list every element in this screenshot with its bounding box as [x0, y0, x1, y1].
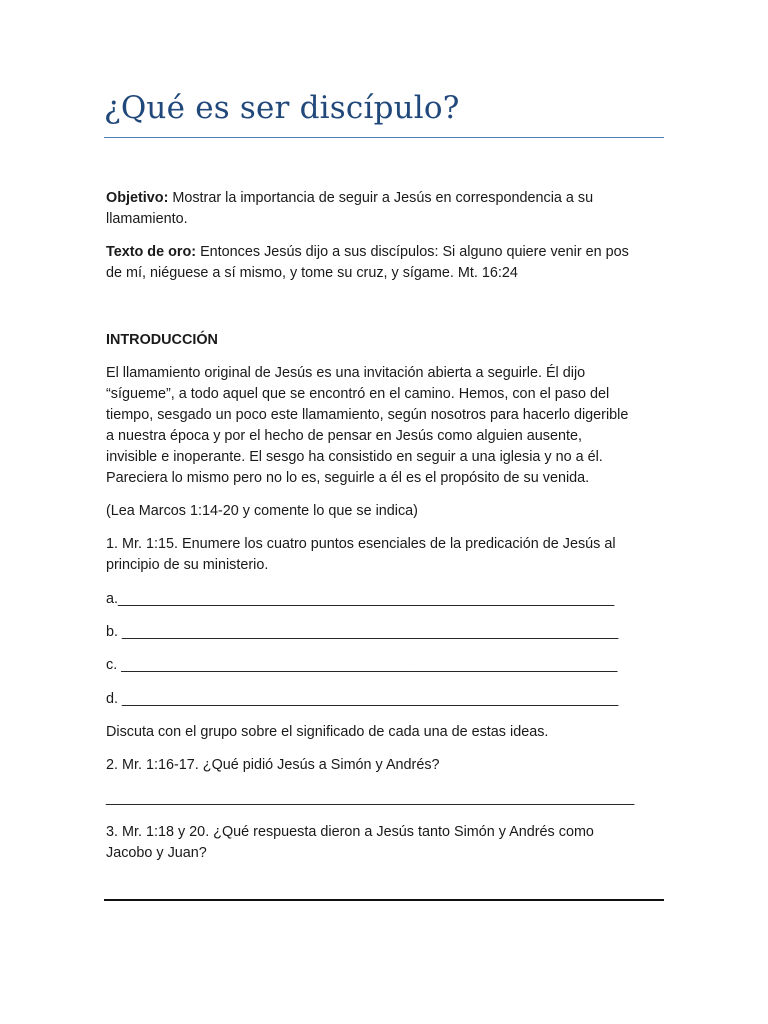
page-bottom-rule: [104, 899, 664, 901]
discussion-prompt: Discuta con el grupo sobre el significado de cada una de estas ideas.: [106, 724, 549, 740]
question-2: 2. Mr. 1:16-17. ¿Qué pidió Jesús a Simón y Andrés?: [106, 757, 440, 773]
question-3-line-2: Jacobo y Juan?: [106, 845, 207, 861]
title-underline: [104, 137, 664, 138]
intro-line: invisible e inoperante. El sesgo ha consistido en seguir a una iglesia y no a él.: [106, 449, 603, 465]
section-heading: INTRODUCCIÓN: [106, 332, 218, 348]
golden-text-text: Entonces Jesús dijo a sus discípulos: Si alguno quiere venir en pos: [196, 244, 629, 260]
objective-line-1: [106, 188, 666, 209]
question-1-line-1: 1. Mr. 1:15. Enumere los cuatro puntos esenciales de la predicación de Jesús al: [106, 536, 616, 552]
question-3-line-1: 3. Mr. 1:18 y 20. ¿Qué respuesta dieron a Jesús tanto Simón y Andrés como: [106, 824, 594, 840]
page-title: ¿Qué es ser discípulo?: [104, 90, 460, 126]
reading-note: (Lea Marcos 1:14-20 y comente lo que se indica): [106, 503, 418, 519]
question-2-answer-line: __________________________________________________________________: [106, 790, 635, 806]
intro-line: a nuestra época y por el hecho de pensar en Jesús como alguien ausente,: [106, 428, 583, 444]
objective-text: Mostrar la importancia de seguir a Jesús en correspondencia a su: [168, 190, 594, 206]
golden-text-label: Texto de oro:: [106, 244, 197, 260]
golden-text-line-2: de mí, niéguese a sí mismo, y tome su cruz, y sígame. Mt. 16:24: [106, 265, 518, 281]
intro-line: “sígueme”, a todo aquel que se encontró en el camino. Hemos, con el paso del: [106, 386, 610, 402]
objective-label: Objetivo:: [106, 190, 169, 206]
intro-line: El llamamiento original de Jesús es una invitación abierta a seguirle. Él dijo: [106, 365, 586, 381]
intro-line: tiempo, sesgado un poco este llamamiento, según nosotros para hacerlo digerible: [106, 407, 629, 423]
question-1-line-2: principio de su ministerio.: [106, 557, 269, 573]
intro-line: Pareciera lo mismo pero no lo es, seguirle a él es el propósito de su venida.: [106, 470, 590, 486]
golden-text-line-1: [106, 242, 666, 263]
objective-line-2: llamamiento.: [106, 211, 188, 227]
answer-line-c: c. ______________________________________________________________: [106, 657, 618, 673]
answer-line-a: a.______________________________________________________________: [106, 591, 615, 607]
answer-line-d: d. ______________________________________________________________: [106, 691, 619, 707]
answer-line-b: b. ______________________________________________________________: [106, 624, 619, 640]
